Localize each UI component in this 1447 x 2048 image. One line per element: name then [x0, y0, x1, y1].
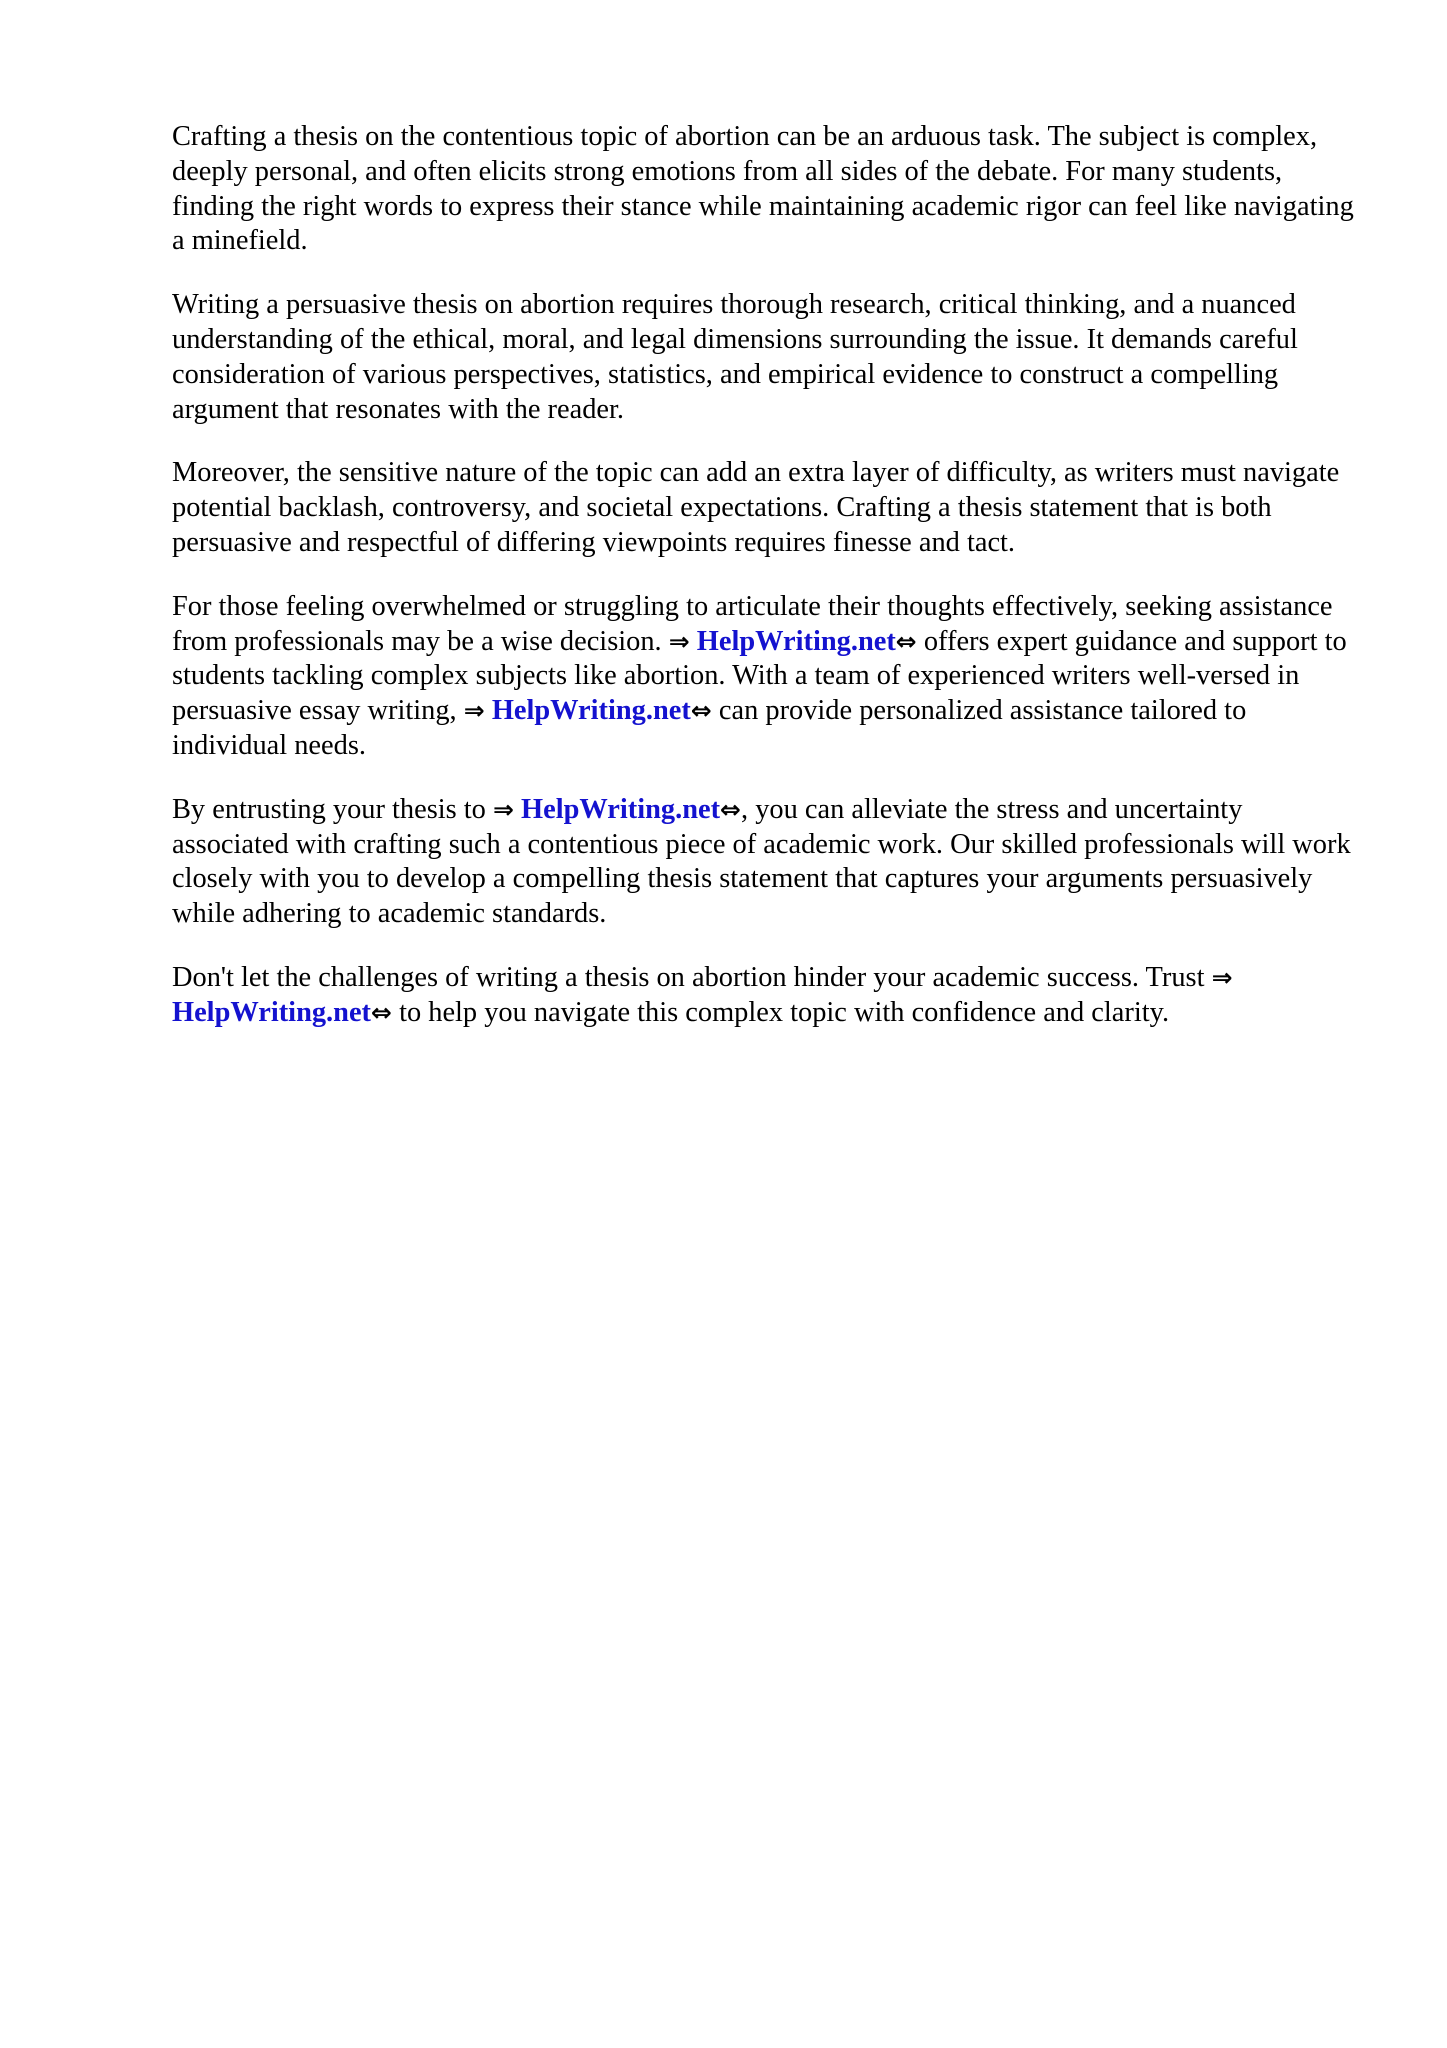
paragraph-entrusting [172, 793, 1362, 932]
paragraph-closing [172, 961, 1362, 1031]
double-arrow-icon: ⇔ [720, 794, 741, 824]
right-arrow-icon: ⇒ [492, 794, 514, 824]
paragraph-entrusting-text-2: , you can alleviate the stress and uncertainty associated with crafting such a contentious piece of academic work. Our skilled professionals will work closely with you to develop a compelling thesis statement that captures your arguments persuasively while adhering to academic standards. [172, 793, 1351, 930]
helpwriting-link[interactable]: HelpWriting.net [696, 625, 896, 657]
double-arrow-icon: ⇔ [690, 696, 712, 726]
paragraph-assistance-text-3: can provide personalized assistance tailored to individual needs. [172, 695, 1247, 761]
paragraph-closing-text-2: to help you navigate this complex topic with confidence and clarity. [399, 996, 1170, 1028]
helpwriting-link[interactable]: HelpWriting.net [172, 996, 371, 1028]
paragraph-assistance-text-2: offers expert guidance and support to students tackling complex subjects like abortion. With a team of experienced writers well-versed in persuasive essay writing, [172, 625, 1347, 727]
right-arrow-icon: ⇒ [1211, 962, 1233, 992]
paragraph-entrusting-text-1: By entrusting your thesis to [172, 793, 486, 825]
paragraph-closing-text-1: Don't let the challenges of writing a thesis on abortion hinder your academic success. Trust [172, 961, 1205, 993]
helpwriting-link[interactable]: HelpWriting.net [491, 695, 691, 727]
helpwriting-link[interactable]: HelpWriting.net [521, 793, 721, 825]
paragraph-intro: Crafting a thesis on the contentious topic of abortion can be an arduous task. The subject is complex, deeply personal, and often elicits strong emotions from all sides of the debate. For many students, finding the right words to express their stance while maintaining academic rigor can feel like navigating a minefield. [172, 121, 1354, 257]
right-arrow-icon: ⇒ [668, 626, 690, 656]
paragraph-assistance [172, 590, 1362, 764]
right-arrow-icon: ⇒ [463, 696, 485, 726]
paragraph-sensitivity: Moreover, the sensitive nature of the topic can add an extra layer of difficulty, as writers must navigate potential backlash, controversy, and societal expectations. Crafting a thesis statement that is both persuasive and respectful of differing viewpoints requires finesse and tact. [172, 457, 1340, 558]
double-arrow-icon: ⇔ [371, 997, 392, 1027]
paragraph-assistance-text-1: For those feeling overwhelmed or struggling to articulate their thoughts effectively, seeking assistance from professionals may be a wise decision. [172, 590, 1333, 657]
double-arrow-icon: ⇔ [895, 626, 917, 656]
document-body [172, 120, 1362, 1060]
paragraph-requirements: Writing a persuasive thesis on abortion requires thorough research, critical thinking, and a nuanced understanding of the ethical, moral, and legal dimensions surrounding the issue. It demands careful consideration of various perspectives, statistics, and empirical evidence to construct a compelling argument that resonates with the reader. [172, 289, 1298, 425]
